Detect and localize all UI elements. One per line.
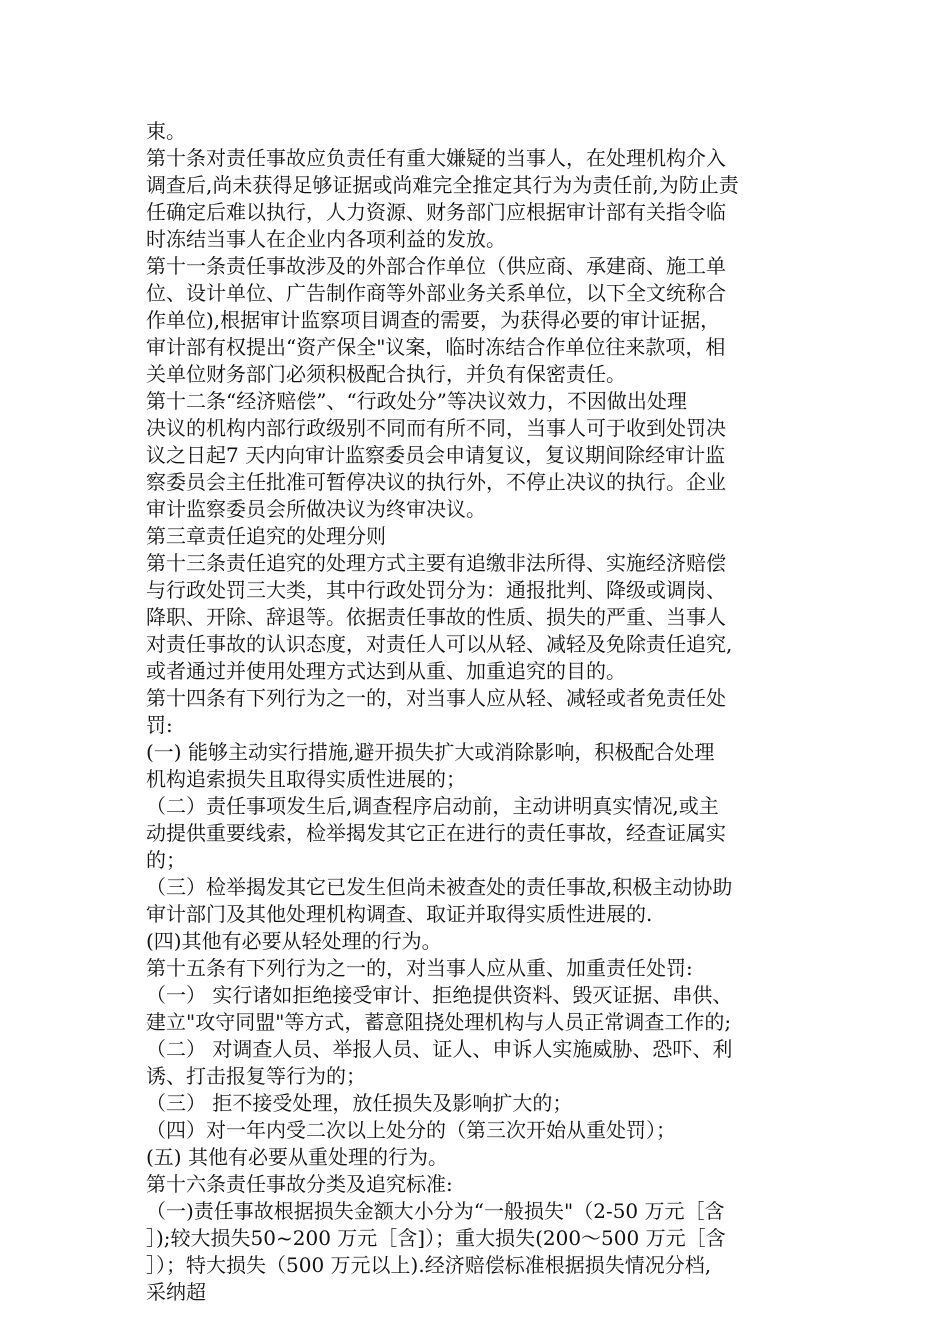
- text-line: 任确定后难以执行，人力资源、财务部门应根据审计部有关指令临: [146, 200, 726, 224]
- text-line: 决议的机构内部行政级别不同而有所不同，当事人可于收到处罚决: [146, 416, 726, 440]
- text-line: 降职、开除、辞退等。依据责任事故的性质、损失的严重、当事人: [146, 605, 726, 629]
- text-line: （一)责任事故根据损失金额大小分为“一般损失"（2-50 万元［含: [146, 1199, 725, 1223]
- text-line: 的；: [146, 848, 186, 872]
- text-line: 作单位),根据审计监察项目调查的需要，为获得必要的审计证据，: [146, 308, 721, 332]
- text-line: 机构追索损失且取得实质性进展的；: [146, 767, 466, 791]
- text-line: 时冻结当事人在企业内各项利益的发放。: [146, 227, 506, 251]
- document-page: [146, 118, 806, 1306]
- text-line: ］);较大损失50~200 万元［含]）；重大损失(200～500 万元［含: [146, 1226, 726, 1250]
- text-line: (五) 其他有必要从重处理的行为。: [146, 1145, 448, 1169]
- text-line: 第十三条责任追究的处理方式主要有追缴非法所得、实施经济赔偿: [146, 551, 726, 575]
- chapter-heading: 第三章责任追究的处理分则: [146, 524, 386, 548]
- text-line: （二）责任事项发生后,调查程序启动前，主动讲明真实情况,或主: [146, 794, 719, 818]
- text-line: 审计部门及其他处理机构调查、取证并取得实质性进展的.: [146, 902, 653, 926]
- text-line: 调查后,尚未获得足够证据或尚难完全推定其行为为责任前,为防止责: [146, 173, 739, 197]
- text-line: （二） 对调查人员、举报人员、证人、申诉人实施威胁、恐吓、利: [146, 1037, 733, 1061]
- text-line: 位、设计单位、广告制作商等外部业务关系单位，以下全文统称合: [146, 281, 726, 305]
- text-line: （一） 实行诸如拒绝接受审计、拒绝提供资料、毁灭证据、串供、: [146, 983, 733, 1007]
- text-line: 第十四条有下列行为之一的，对当事人应从轻、减轻或者免责任处: [146, 686, 726, 710]
- text-line: 采纳超: [146, 1280, 206, 1304]
- text-line: （三）检举揭发其它已发生但尚未被查处的责任事故,积极主动协助: [146, 875, 733, 899]
- text-line: 关单位财务部门必须积极配合执行，并负有保密责任。: [146, 362, 626, 386]
- text-line: 与行政处罚三大类，其中行政处罚分为：通报批判、降级或调岗、: [146, 578, 726, 602]
- text-line: 议之日起7 天内向审计监察委员会申请复议，复议期间除经审计监: [146, 443, 726, 467]
- text-line: 审计部有权提出“资产保全"议案，临时冻结合作单位往来款项，相: [146, 335, 726, 359]
- text-line: 或者通过并使用处理方式达到从重、加重追究的目的。: [146, 659, 626, 683]
- text-line: (一) 能够主动实行措施,避开损失扩大或消除影响，积极配合处理: [146, 740, 715, 764]
- text-line: ］）；特大损失（500 万元以上).经济赔偿标准根据损失情况分档,: [146, 1253, 712, 1277]
- text-line: 诱、打击报复等行为的；: [146, 1064, 366, 1088]
- text-line: 第十一条责任事故涉及的外部合作单位（供应商、承建商、施工单: [146, 254, 726, 278]
- text-line: （四）对一年内受二次以上处分的（第三次开始从重处罚）；: [146, 1118, 676, 1142]
- text-line: 对责任事故的认识态度，对责任人可以从轻、减轻及免除责任追究,: [146, 632, 733, 656]
- text-line: 第十五条有下列行为之一的，对当事人应从重、加重责任处罚:: [146, 956, 693, 980]
- text-line: 察委员会主任批准可暂停决议的执行外，不停止决议的执行。企业: [146, 470, 726, 494]
- text-line: 罚:: [146, 713, 173, 737]
- text-line: （三） 拒不接受处理，放任损失及影响扩大的；: [146, 1091, 573, 1115]
- text-line: 审计监察委员会所做决议为终审决议。: [146, 497, 486, 521]
- text-line: 动提供重要线索，检举揭发其它正在进行的责任事故，经查证属实: [146, 821, 726, 845]
- text-line: (四)其他有必要从轻处理的行为。: [146, 929, 442, 953]
- text-line: 束。: [146, 119, 186, 143]
- text-line: 建立"攻守同盟"等方式，蓄意阻挠处理机构与人员正常调查工作的;: [146, 1010, 732, 1034]
- text-line: 第十六条责任事故分类及追究标准:: [146, 1172, 453, 1196]
- text-line: 第十条对责任事故应负责任有重大嫌疑的当事人，在处理机构介入: [146, 146, 726, 170]
- text-line: 第十二条“经济赔偿”、“行政处分”等决议效力，不因做出处理: [146, 389, 687, 413]
